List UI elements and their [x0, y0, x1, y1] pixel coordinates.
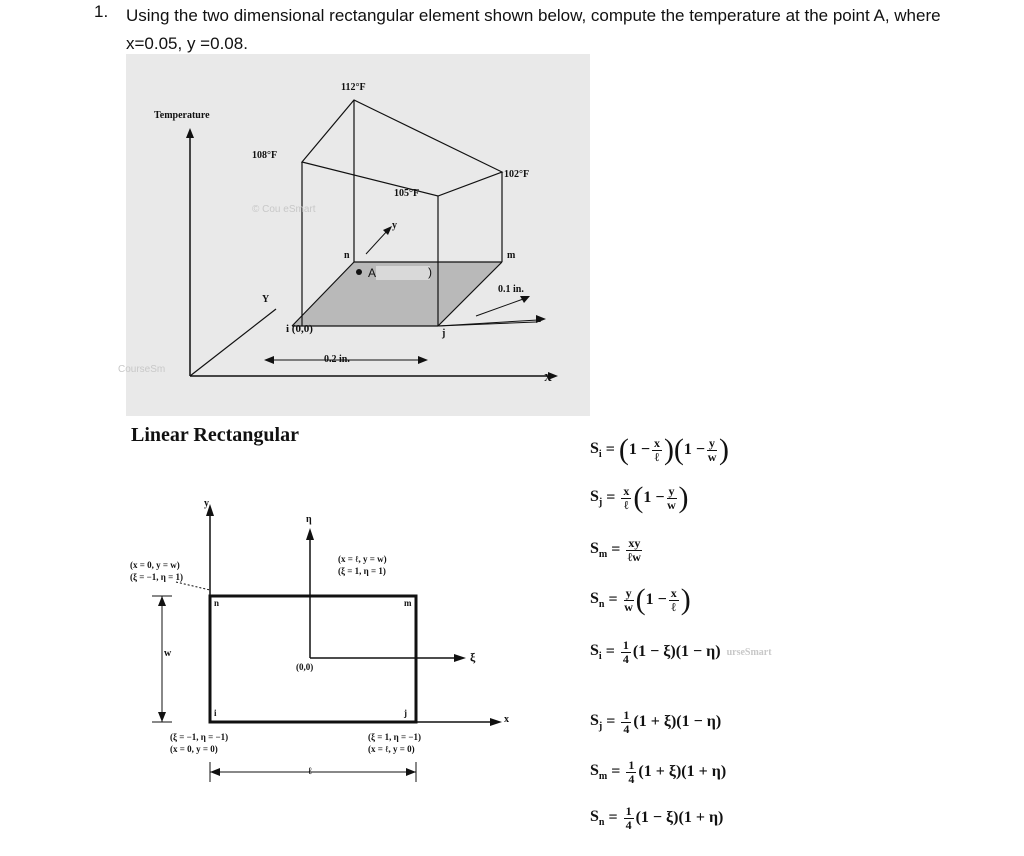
y-axis-label: y [204, 498, 209, 509]
node-m-label: m [404, 598, 412, 608]
point-a-dot [356, 269, 362, 275]
temp-112-label: 112°F [341, 82, 366, 93]
global-x-label: X [544, 372, 552, 384]
point-a-label-close: ) [428, 265, 432, 279]
node-j-label: j [442, 328, 446, 339]
point-a-label: A [368, 266, 377, 280]
coord-i-natural: (ξ = −1, η = −1) [170, 732, 229, 742]
label-highlight [376, 266, 430, 280]
coord-j-natural: (ξ = 1, η = −1) [368, 732, 422, 742]
temperature-figure [118, 54, 590, 416]
shape-functions [590, 430, 890, 850]
l-dimension-label: ℓ [308, 766, 312, 777]
eq-sm: $S_m$ = $\frac{xy}{\text{ℓw}}$ [590, 535, 641, 564]
linear-rectangular-figure [130, 490, 520, 790]
origin-label: (0,0) [296, 662, 314, 672]
coord-m-xy: (x = ℓ, y = w) [338, 554, 387, 564]
node-i-label: i (0,0) [286, 323, 313, 335]
global-y-label: Y [262, 294, 270, 305]
node-i-label: i [214, 708, 217, 718]
temperature-axis-label: Temperature [154, 110, 210, 121]
node-m-label: m [507, 250, 516, 261]
node-n-label: n [344, 250, 350, 261]
local-y-label: y [392, 220, 397, 231]
coord-j-xy: (x = ℓ, y = 0) [368, 744, 415, 754]
watermark: © Cou eSmart [252, 204, 316, 215]
x-axis-label: x [504, 714, 509, 725]
question-text: Using the two dimensional rectangular element shown below, compute the temperature at the point A, where x=0.05, y =0.08. [126, 6, 941, 53]
w-dimension-label: w [164, 648, 172, 659]
temperature-figure-drawing [126, 54, 590, 416]
coord-i-xy: (x = 0, y = 0) [170, 744, 218, 754]
dim-height-label: 0.1 in. [498, 284, 524, 295]
node-j-label: j [404, 708, 407, 718]
section-title: Linear Rectangular [131, 424, 299, 446]
watermark: urseSmart [726, 646, 772, 658]
eq-sm-natural: $S_m$ = $\frac{1}{4}$ (1 + ξ)(1 + η) [590, 757, 727, 786]
eq-sn: $S_n$ = $\frac{y}{w}$ ( 1 − $\frac{x}{\text{ℓ}}$ ) [590, 583, 691, 616]
eq-si-natural: $S_i$ = $\frac{1}{4}$ (1 − ξ)(1 − η) urseSmart [590, 637, 772, 666]
temp-108-label: 108°F [252, 150, 278, 161]
eq-symbol: $S_i$ [590, 439, 602, 461]
eq-sn-natural: $S_n$ = $\frac{1}{4}$ (1 − ξ)(1 + η) [590, 803, 724, 832]
dim-width-label: 0.2 in. [324, 354, 350, 365]
local-x-label: x [536, 314, 541, 325]
node-n-label: n [214, 598, 220, 608]
coord-m-natural: (ξ = 1, η = 1) [338, 566, 386, 576]
eq-si: $S_i$ = ( 1 − $\frac{x}{\text{ℓ}}$ )( 1 − $\frac{y}{w}$ ) [590, 433, 730, 466]
coord-n-xy: (x = 0, y = w) [130, 560, 180, 570]
question-number: 1. [94, 2, 109, 21]
temp-105-label: 105°F [394, 188, 420, 199]
eta-axis-label: η [306, 514, 312, 525]
eq-sj-natural: $S_j$ = $\frac{1}{4}$ (1 + ξ)(1 − η) [590, 707, 722, 736]
xi-axis-label: ξ [470, 650, 476, 664]
eq-sj: $S_j$ = $\frac{x}{\text{ℓ}}$ ( 1 − $\frac{y}{w}$ ) [590, 481, 689, 514]
watermark: CourseSm [118, 364, 166, 375]
coord-n-natural: (ξ = −1, η = 1) [130, 572, 184, 582]
temp-102-label: 102°F [504, 169, 530, 180]
